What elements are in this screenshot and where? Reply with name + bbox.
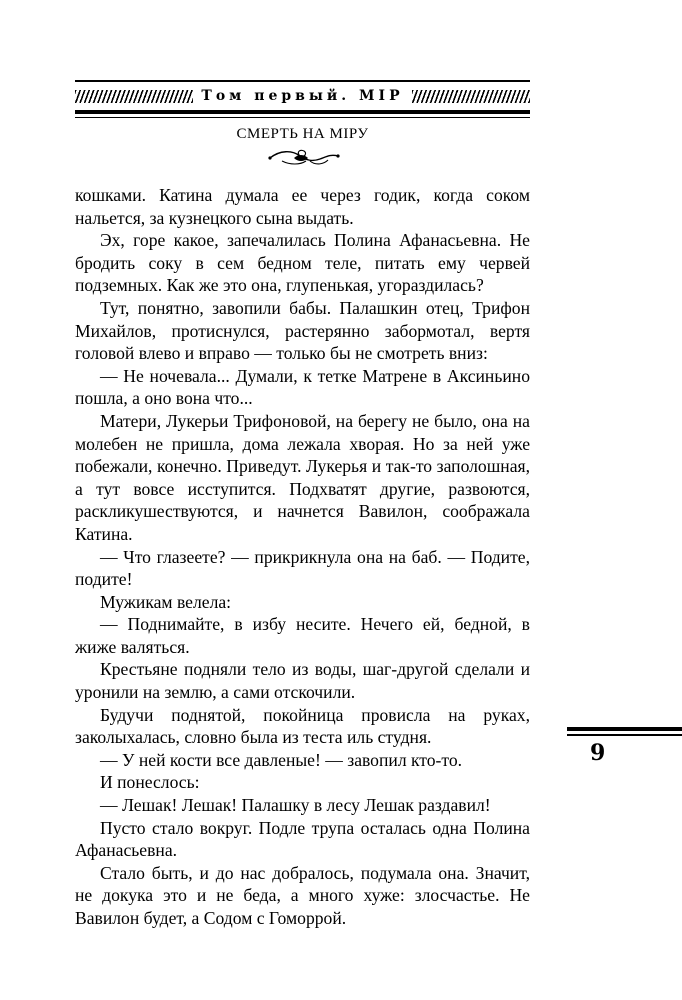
running-head-hatch-right xyxy=(412,90,530,103)
paragraph: Крестьяне подняли тело из воды, шаг-другой сделали и уронили на землю, а сами отскочили. xyxy=(75,659,530,703)
paragraph: Мужикам велела: xyxy=(100,591,232,612)
paragraph: — Лешак! Лешак! Палашку в лесу Лешак раздавил! xyxy=(100,795,491,816)
paragraph: Стало быть, и до нас добралось, подумала она. Значит, не докука это и не беда, а много хуже: злосчастье. Не Вавилон будет, а Содом с Гоморрой. xyxy=(75,862,530,928)
paragraph: — Не ночевала... Думали, к тетке Матрене в Аксиньино пошла, а оно вона что... xyxy=(75,365,530,409)
paragraph: — Что глазеете? — прикрикнула она на баб. — Подите, подите! xyxy=(75,546,530,590)
paragraph: Эх, горе какое, запечалилась Полина Афанасьевна. Не бродить соку в сем бедном теле, питать ему червей подземных. Как же это она, глупенькая, угораздилась? xyxy=(75,230,530,296)
paragraph: Тут, понятно, завопили бабы. Палашкин отец, Трифон Михайлов, протиснулся, растерянно забормотал, вертя головой влево и вправо — только бы не смотреть вниз: xyxy=(75,297,530,364)
header-thin-rule xyxy=(75,117,530,118)
page-tab-thick-rule xyxy=(567,727,682,731)
flourish-ornament-icon xyxy=(266,146,342,168)
paragraph: И понеслось: xyxy=(100,772,200,793)
paragraph: Матери, Лукерьи Трифоновой, на берегу не было, она на молебен не пришла, дома лежала хворая. Но за ней уже побежали, конечно. Приведут. Лукерья и так-то заполошная, а тут вовсе исступится. Подхватят другие, развоются, раскликушествуются, и начнется Вавилон, соображала Катина. xyxy=(75,410,530,544)
paragraph: Пусто стало вокруг. Подле трупа осталась одна Полина Афанасьевна. xyxy=(75,817,530,861)
paragraph: — Поднимайте, в избу несите. Нечего ей, бедной, в жиже валяться. xyxy=(75,614,530,657)
page-tab-thin-rule xyxy=(567,734,682,736)
header-thick-rule xyxy=(75,110,530,114)
page-number: 9 xyxy=(590,740,606,766)
paragraph: кошками. Катина думала ее через годик, когда соком нальется, за кузнецкого сына выдать. xyxy=(75,185,530,228)
chapter-title: СМЕРТЬ НА МIРУ xyxy=(236,126,369,142)
running-head-hatch-left xyxy=(75,90,193,103)
header-top-rule xyxy=(75,80,530,82)
paragraph: Будучи поднятой, покойница провисла на руках, заколыхалась, словно была из теста иль студня. xyxy=(75,704,530,748)
paragraph: — У ней кости все давленые! — завопил кто-то. xyxy=(100,749,463,770)
body-text xyxy=(75,184,530,930)
running-title: Том первый. МIР xyxy=(201,88,404,104)
running-head xyxy=(75,87,530,105)
